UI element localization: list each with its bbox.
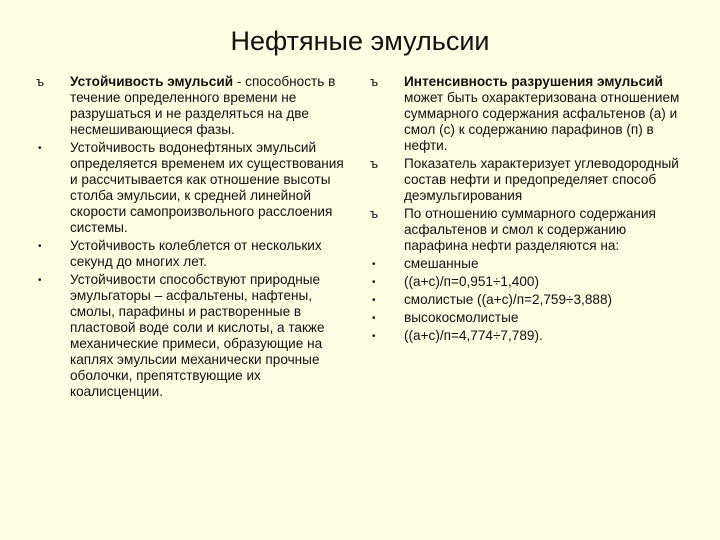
item-text: По отношению суммарного содержания асфальтенов и смол к содержанию парафина нефти разделяются на: (404, 206, 656, 253)
list-item (370, 74, 690, 154)
item-text: смешанные (404, 256, 479, 271)
list-item (370, 156, 690, 204)
bullet-icon: • (372, 259, 376, 270)
list-item (36, 238, 351, 270)
bullet-icon: • (372, 331, 376, 342)
term-bold: Интенсивность разрушения эмульсий (404, 74, 663, 89)
bullet-icon: • (372, 277, 376, 288)
bullet-icon: • (372, 295, 376, 306)
list-item (370, 206, 690, 254)
list-item (370, 310, 690, 326)
term-bold: Устойчивость эмульсий (70, 74, 234, 89)
item-text: может быть охарактеризована отношением суммарного содержания асфальтенов (а) и смол (с) к содержанию парафинов (п) в нефти. (404, 90, 680, 153)
list-item (370, 274, 690, 290)
item-text: Устойчивость водонефтяных эмульсий определяется временем их существования и рассчитывается как отношение высоты столба эмульсии, к средней линейной скорости самопроизвольного расслоения системы. (70, 140, 344, 235)
bullet-icon: • (372, 313, 376, 324)
bullet-icon: • (38, 275, 42, 286)
item-text: ((а+с)/п=0,951÷1,400) (404, 274, 539, 289)
list-item (36, 74, 351, 138)
bullet-icon: ъ (370, 206, 379, 221)
bullet-icon: • (38, 241, 42, 252)
item-text: Устойчивость колеблется от нескольких секунд до многих лет. (70, 238, 322, 269)
list-item (370, 256, 690, 272)
item-text: смолистые ((а+с)/п=2,759÷3,888) (404, 292, 613, 307)
slide-title: Нефтяные эмульсии (230, 26, 490, 56)
list-item (36, 272, 351, 400)
right-column (370, 74, 690, 346)
bullet-icon: ъ (36, 74, 45, 89)
list-item (370, 292, 690, 308)
list-item (370, 328, 690, 344)
item-text: высокосмолистые (404, 310, 519, 325)
bullet-icon: • (38, 143, 42, 154)
item-text: Показатель характеризует углеводородный состав нефти и предопределяет способ деэмульгирования (404, 156, 679, 203)
item-text: ((а+с)/п=4,774÷7,789). (404, 328, 543, 343)
item-text: Устойчивости способствуют природные эмульгаторы – асфальтены, нафтены, смолы, парафины и растворенные в пластовой воде соли и кислоты, а также механические примеси, образующие на каплях эмульсии механически прочные оболочки, препятствующие их коалисценции. (70, 272, 325, 399)
left-column (36, 74, 351, 402)
item-text: - способность в течение определенного времени не разрушаться и не разделяться на две несмешивающиеся фазы. (70, 74, 336, 137)
bullet-icon: ъ (370, 74, 379, 89)
bullet-icon: ъ (370, 156, 379, 171)
list-item (36, 140, 351, 236)
